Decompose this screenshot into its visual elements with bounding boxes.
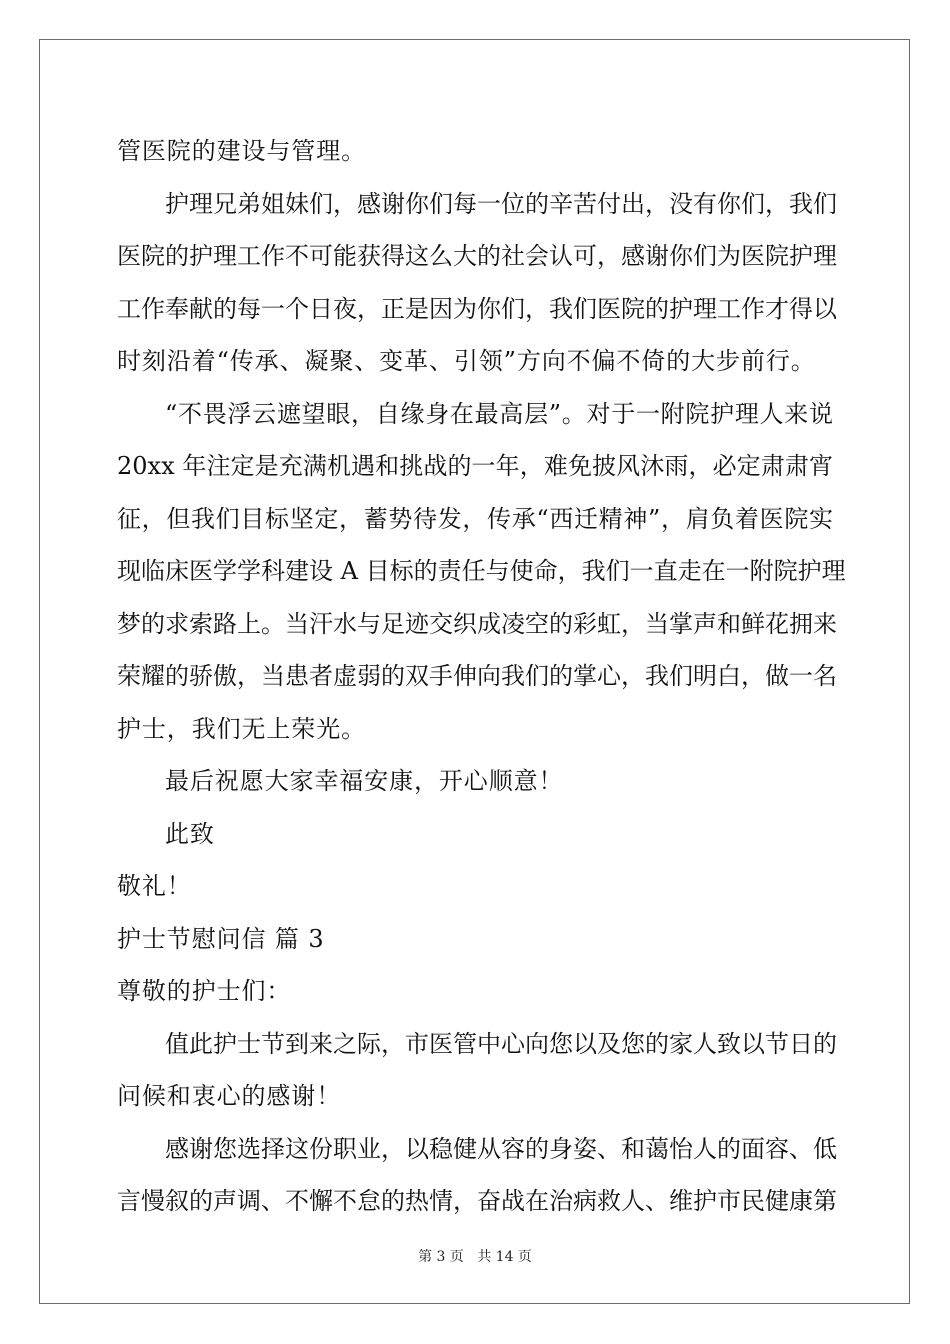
section-heading: 护士节慰问信 篇 3 xyxy=(117,924,325,953)
text-line: 时刻沿着“传承、凝聚、变革、引领”方向不偏不倚的大步前行。 xyxy=(117,347,816,375)
document-body xyxy=(117,125,846,1228)
text-line: 感谢您选择这份职业，以稳健从容的身姿、和蔼怡人的面容、低 xyxy=(165,1134,837,1163)
text-line: 工作奉献的每一个日夜，正是因为你们，我们医院的护理工作才得以 xyxy=(117,294,837,323)
closing-wish: 最后祝愿大家幸福安康，开心顺意！ xyxy=(165,767,564,795)
text-line: 护士，我们无上荣光。 xyxy=(117,714,366,743)
text-line: 言慢叙的声调、不懈不怠的热情，奋战在治病救人、维护市民健康第 xyxy=(117,1187,837,1215)
salutation-closing: 此致 xyxy=(165,819,215,848)
page-number-footer: 第 3 页 共 14 页 xyxy=(418,1249,532,1265)
text-line: 梦的求索路上。当汗水与足迹交织成凌空的彩虹，当掌声和鲜花拥来 xyxy=(117,609,837,638)
salutation-regards: 敬礼！ xyxy=(117,872,192,900)
text-line: 问候和衷心的感谢！ xyxy=(117,1082,342,1110)
text-line: 荣耀的骄傲，当患者虚弱的双手伸向我们的掌心，我们明白，做一名 xyxy=(117,662,837,690)
text-line: 征，但我们目标坚定，蓄势待发，传承“西迁精神”，肩负着医院实 xyxy=(117,504,833,533)
text-line: 管医院的建设与管理。 xyxy=(117,137,366,165)
text-line: 医院的护理工作不可能获得这么大的社会认可，感谢你们为医院护理 xyxy=(117,242,837,270)
text-line: 值此护士节到来之际，市医管中心向您以及您的家人致以节日的 xyxy=(165,1029,837,1058)
text-line: 现临床医学学科建设 A 目标的责任与使命，我们一直走在一附院护理 xyxy=(117,557,846,585)
text-line: “不畏浮云遮望眼，自缘身在最高层”。对于一附院护理人来说 xyxy=(165,399,833,428)
text-line: 20xx 年注定是充满机遇和挑战的一年，难免披风沐雨，必定肃肃宵 xyxy=(117,452,833,480)
text-line: 护理兄弟姐妹们，感谢你们每一位的辛苦付出，没有你们，我们 xyxy=(165,189,837,218)
letter-greeting: 尊敬的护士们： xyxy=(117,977,292,1005)
